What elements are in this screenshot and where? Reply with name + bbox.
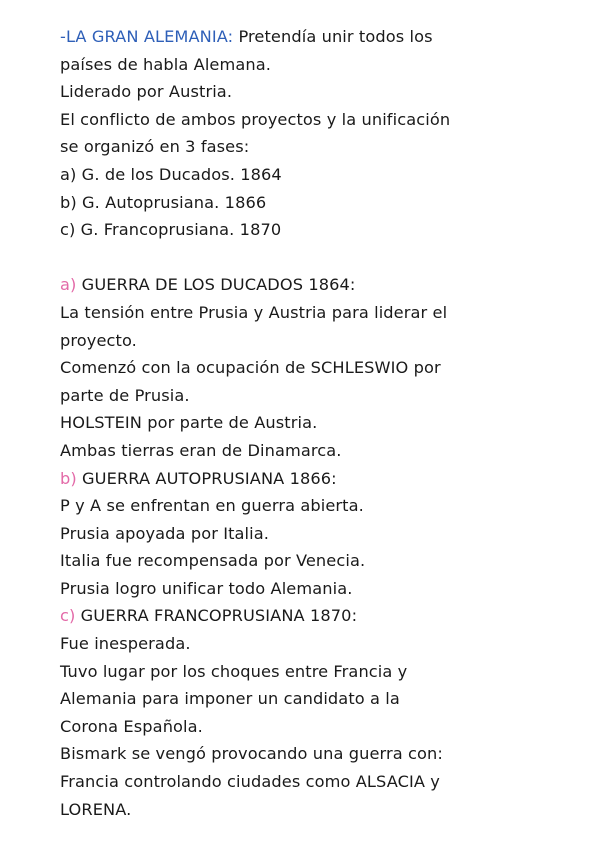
section-b-line: P y A se enfrentan en guerra abierta. [60, 496, 364, 516]
section-c-line: Francia controlando ciudades como ALSACIA y [60, 772, 440, 792]
section-c-line: Corona Española. [60, 716, 203, 736]
section-a-marker: a) [60, 275, 77, 295]
paragraph-spacer [60, 244, 580, 272]
section-c-line: Alemania para imponer un candidato a la [60, 689, 400, 709]
section-b-title: GUERRA AUTOPRUSIANA 1866: [76, 468, 337, 488]
section-a-line: Comenzó con la ocupación de SCHLESWIO por [60, 358, 441, 378]
phase-list-item: c) G. Francoprusiana. 1870 [60, 220, 282, 240]
section-c-heading [60, 602, 580, 630]
section-b-marker: b) [60, 468, 77, 488]
section-c-line: Bismark se vengó provocando una guerra con: [60, 744, 443, 764]
section-a-heading [60, 271, 580, 299]
section-c-line: Tuvo lugar por los choques entre Francia y [60, 661, 408, 681]
section-a-line: proyecto. [60, 330, 137, 350]
intro-line: países de habla Alemana. [60, 54, 272, 74]
section-a-title: GUERRA DE LOS DUCADOS 1864: [76, 275, 356, 295]
section-c-marker: c) [60, 606, 76, 626]
intro-line: El conflicto de ambos proyectos y la unificación [60, 109, 451, 129]
section-c-title: GUERRA FRANCOPRUSIANA 1870: [75, 606, 358, 626]
phase-list-item: a) G. de los Ducados. 1864 [60, 164, 282, 184]
intro-heading-text: Pretendía unir todos los [233, 27, 433, 46]
section-c-line: LORENA. [60, 799, 132, 819]
section-b-line: Prusia logro unificar todo Alemania. [60, 578, 353, 598]
intro-heading-line [60, 23, 580, 51]
section-a-line: Ambas tierras eran de Dinamarca. [60, 440, 342, 460]
section-a-line: La tensión entre Prusia y Austria para liderar el [60, 302, 448, 322]
section-b-heading [60, 465, 580, 493]
section-c-line: Fue inesperada. [60, 634, 191, 654]
section-b-line: Italia fue recompensada por Venecia. [60, 551, 366, 571]
section-a-line: parte de Prusia. [60, 385, 190, 405]
section-a-line: HOLSTEIN por parte de Austria. [60, 413, 318, 433]
intro-line: Liderado por Austria. [60, 82, 233, 102]
phase-list-item: b) G. Autoprusiana. 1866 [60, 192, 267, 212]
section-b-line: Prusia apoyada por Italia. [60, 523, 270, 543]
document-page [60, 23, 580, 823]
intro-heading-label: -LA GRAN ALEMANIA: [60, 27, 234, 46]
intro-line: se organizó en 3 fases: [60, 137, 250, 157]
